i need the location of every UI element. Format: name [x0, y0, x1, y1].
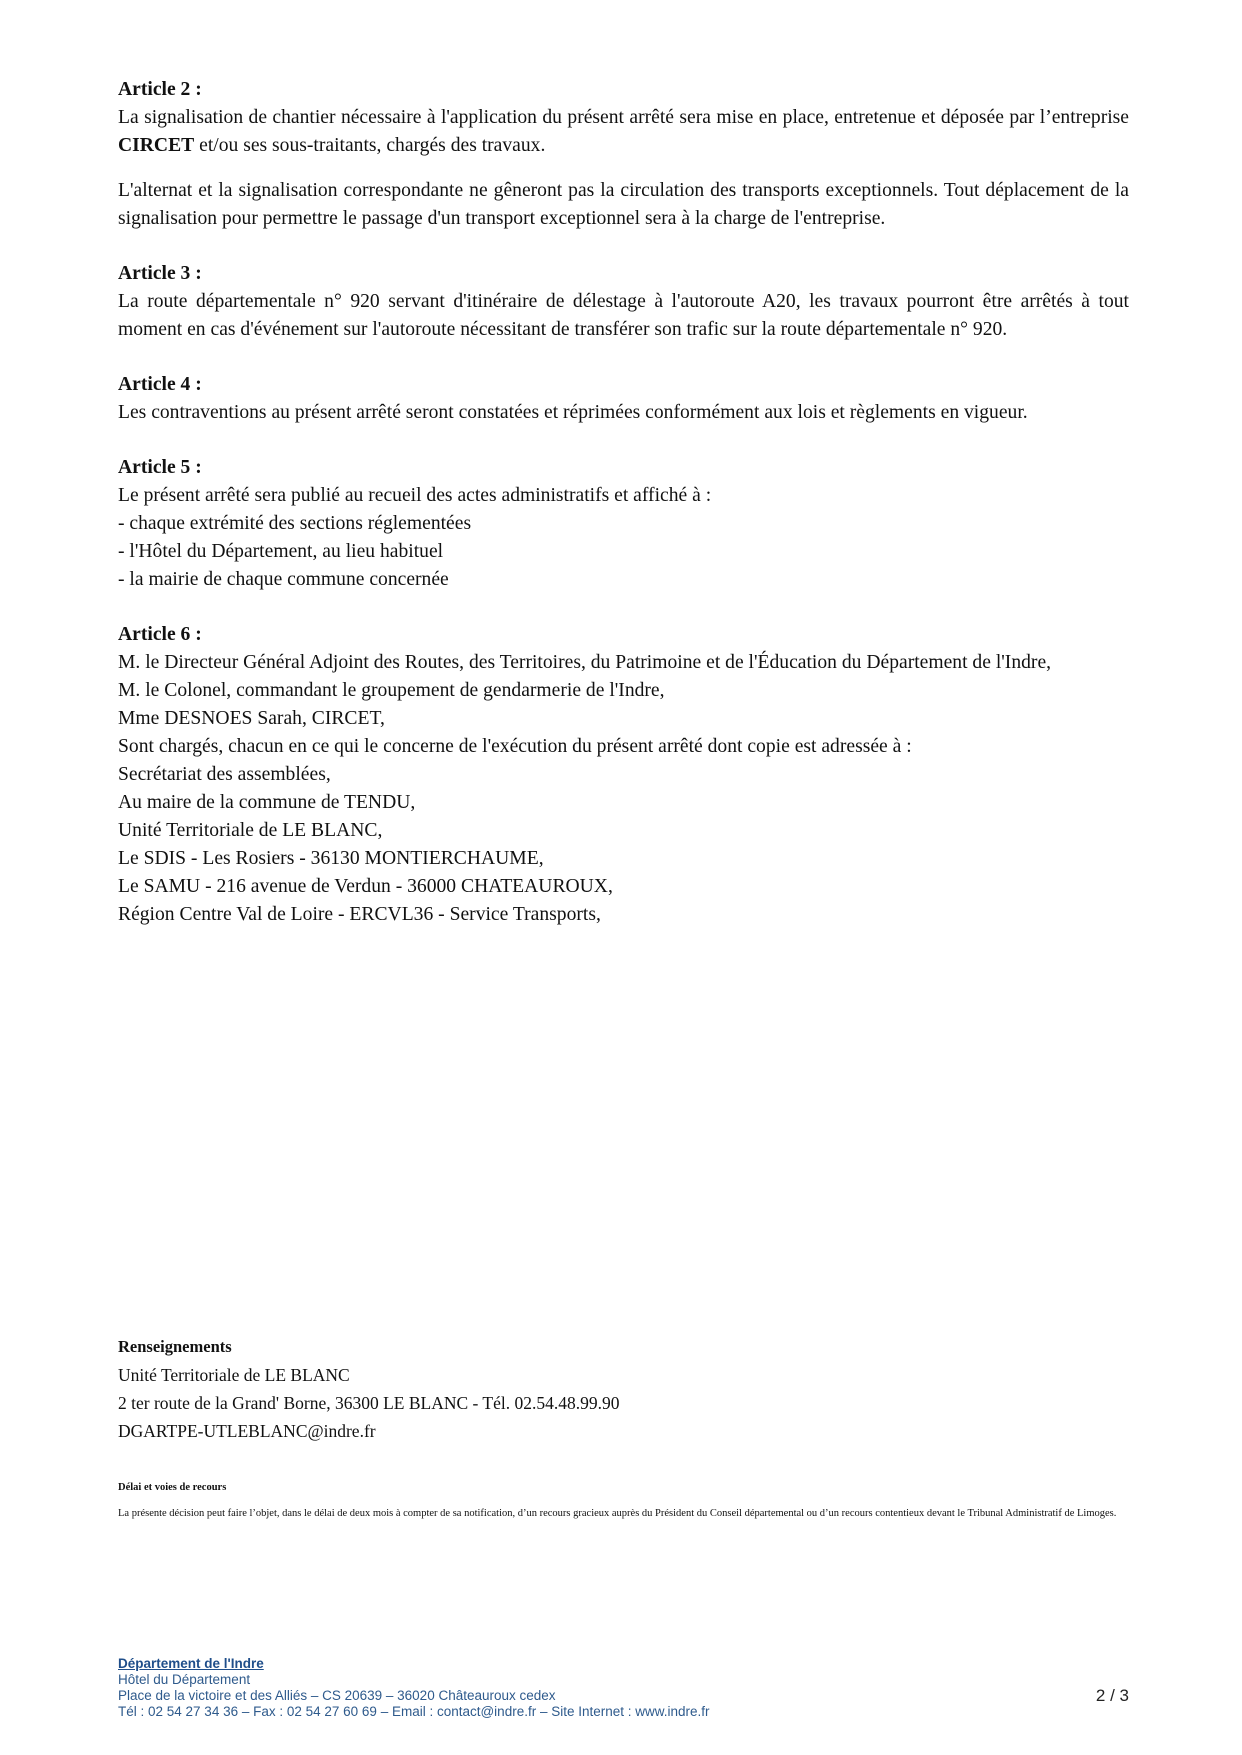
recipient-line: M. le Directeur Général Adjoint des Routes, des Territoires, du Patrimoine et de l'Éducation du Département de l'Indre, — [118, 652, 1052, 673]
article-paragraph: L'alternat et la signalisation correspondante ne gêneront pas la circulation des transports exceptionnels. Tout déplacement de la signalisation pour permettre le passage d'un transport exceptionnel sera à la charge de l'entreprise. — [118, 180, 1129, 229]
company-name: CIRCET — [118, 135, 195, 156]
article-line: Le présent arrêté sera publié au recueil des actes administratifs et affiché à : — [118, 485, 712, 506]
article-paragraph: La route départementale n° 920 servant d'itinéraire de délestage à l'autoroute A20, les travaux pourront être arrêtés à tout moment en cas d'événement sur l'autoroute nécessitant de transférer son trafic sur la route départementale n° 920. — [118, 291, 1129, 340]
article-paragraph: Les contraventions au présent arrêté seront constatées et réprimées conformément aux lois et règlements en vigueur. — [118, 402, 1028, 423]
contact-email: DGARTPE-UTLEBLANC@indre.fr — [118, 1421, 376, 1441]
recipient-line: Au maire de la commune de TENDU, — [118, 792, 416, 813]
list-item: - l'Hôtel du Département, au lieu habituel — [118, 541, 444, 562]
page-footer — [118, 1656, 1129, 1720]
list-item: - chaque extrémité des sections réglementées — [118, 513, 472, 534]
page-number: 2 / 3 — [1095, 1686, 1129, 1705]
article-paragraph — [118, 104, 1129, 160]
article-heading: Article 4 : — [118, 374, 202, 395]
info-line: Unité Territoriale de LE BLANC — [118, 1365, 350, 1385]
renseignements-section — [118, 1333, 1129, 1445]
footer-contact: Tél : 02 54 27 34 36 – Fax : 02 54 27 60 69 – Email : contact@indre.fr – Site Internet : www.indre.fr — [118, 1704, 710, 1719]
article-6 — [118, 621, 1129, 929]
recipient-line: Région Centre Val de Loire - ERCVL36 - Service Transports, — [118, 904, 601, 925]
article-heading: Article 5 : — [118, 457, 202, 478]
footer-address: Place de la victoire et des Alliés – CS 20639 – 36020 Châteauroux cedex — [118, 1688, 556, 1703]
info-line: 2 ter route de la Grand' Borne, 36300 LE BLANC - Tél. 02.54.48.99.90 — [118, 1393, 620, 1413]
recipient-line: Le SDIS - Les Rosiers - 36130 MONTIERCHAUME, — [118, 848, 544, 869]
recipient-line: Le SAMU - 216 avenue de Verdun - 36000 CHATEAUROUX, — [118, 876, 613, 897]
article-5 — [118, 454, 1129, 594]
department-link[interactable]: Département de l'Indre — [118, 1656, 264, 1671]
list-item: - la mairie de chaque commune concernée — [118, 569, 449, 590]
article-3 — [118, 260, 1129, 344]
recipient-line: Mme DESNOES Sarah, CIRCET, — [118, 708, 385, 729]
article-heading: Article 2 : — [118, 79, 202, 100]
paragraph-text: et/ou ses sous-traitants, chargés des travaux. — [194, 135, 546, 156]
recipient-line: Sont chargés, chacun en ce qui le concerne de l'exécution du présent arrêté dont copie est adressée à : — [118, 736, 912, 757]
paragraph-text: La signalisation de chantier nécessaire à l'application du présent arrêté sera mise en place, entretenue et déposée par l’entreprise — [118, 107, 1129, 128]
recours-title: Délai et voies de recours — [118, 1482, 227, 1493]
recours-section — [118, 1481, 1129, 1528]
document-body — [118, 76, 1129, 956]
recipient-line: Unité Territoriale de LE BLANC, — [118, 820, 383, 841]
recipient-line: M. le Colonel, commandant le groupement de gendarmerie de l'Indre, — [118, 680, 665, 701]
article-2 — [118, 76, 1129, 233]
article-4 — [118, 371, 1129, 427]
renseignements-title: Renseignements — [118, 1337, 232, 1356]
article-heading: Article 3 : — [118, 263, 202, 284]
article-heading: Article 6 : — [118, 624, 202, 645]
footer-line: Hôtel du Département — [118, 1672, 251, 1687]
recours-text: La présente décision peut faire l’objet, dans le délai de deux mois à compter de sa notification, d’un recours gracieux auprès du Président du Conseil départemental ou d’un recours contentieux devant le Tribunal Administratif de Limoges. — [118, 1508, 1117, 1519]
recipient-line: Secrétariat des assemblées, — [118, 764, 331, 785]
